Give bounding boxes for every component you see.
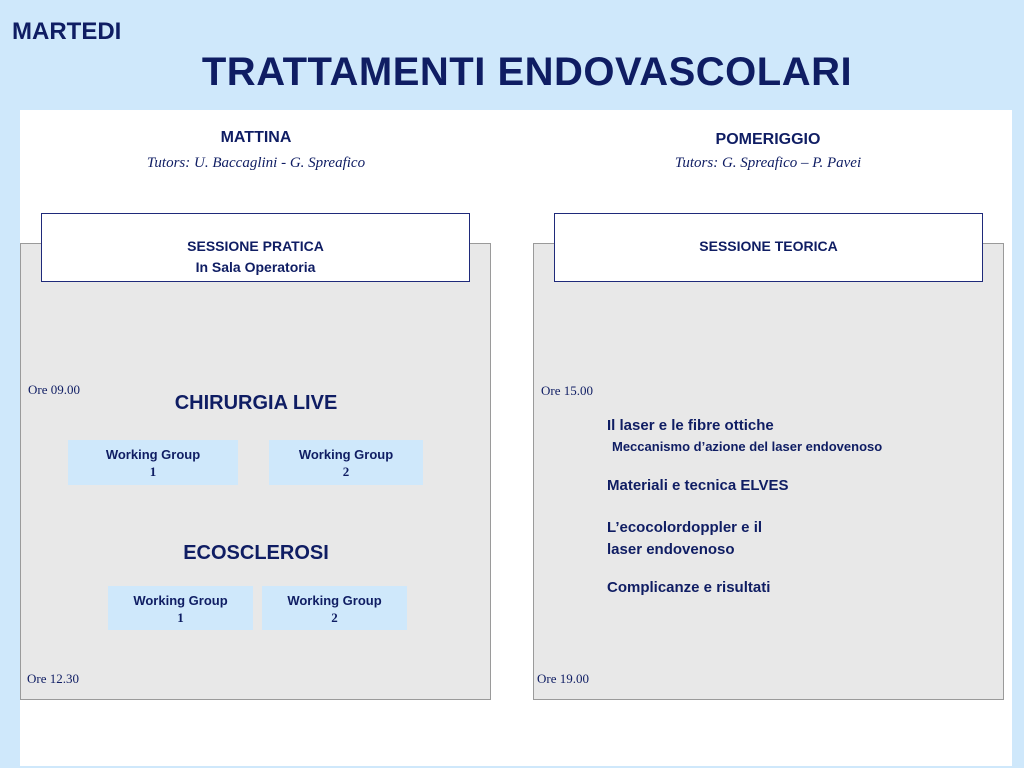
eco-working-group-2[interactable] bbox=[262, 586, 407, 630]
working-group-label: Working Group bbox=[105, 447, 201, 462]
working-group-label: Working Group bbox=[287, 593, 382, 608]
working-group-number: 1 bbox=[177, 610, 184, 625]
afternoon-panel bbox=[533, 243, 1004, 700]
live-working-group-2[interactable] bbox=[269, 440, 423, 485]
afternoon-start-time: Ore 15.00 bbox=[541, 383, 593, 398]
morning-start-time: Ore 09.00 bbox=[28, 382, 80, 397]
working-group-number: 2 bbox=[342, 464, 350, 479]
working-group-number: 1 bbox=[149, 464, 157, 479]
ecosclerosis-title: ECOSCLEROSI bbox=[183, 542, 329, 564]
topic-echocolordoppler-2: laser endovenoso bbox=[607, 541, 735, 558]
working-group-label: Working Group bbox=[133, 593, 228, 608]
afternoon-heading: POMERIGGIO bbox=[715, 131, 821, 148]
topic-laser-mechanism: Meccanismo d’azione del laser endovenoso bbox=[612, 439, 883, 454]
working-group-number: 2 bbox=[331, 610, 338, 625]
morning-tutors: Tutors: U. Baccaglini - G. Spreafico bbox=[146, 155, 366, 171]
topic-materials-elves: Materiali e tecnica ELVES bbox=[607, 477, 789, 494]
morning-session-box bbox=[41, 213, 470, 282]
working-group-label: Working Group bbox=[298, 447, 394, 462]
afternoon-session-box bbox=[554, 213, 983, 282]
live-working-group-1[interactable] bbox=[68, 440, 238, 485]
topic-complications-results: Complicanze e risultati bbox=[607, 579, 771, 596]
afternoon-end-time: Ore 19.00 bbox=[537, 671, 589, 686]
afternoon-session-title: SESSIONE TEORICA bbox=[699, 238, 838, 254]
morning-session-subtitle: In Sala Operatoria bbox=[195, 259, 316, 275]
live-surgery-title: CHIRURGIA LIVE bbox=[174, 392, 338, 414]
morning-end-time: Ore 12.30 bbox=[27, 671, 79, 686]
morning-heading: MATTINA bbox=[220, 129, 292, 146]
topic-echocolordoppler-1: L’ecocolordoppler e il bbox=[607, 519, 763, 536]
topic-laser-fibers: Il laser e le fibre ottiche bbox=[607, 417, 774, 434]
day-label: MARTEDI bbox=[12, 18, 122, 45]
morning-session-title: SESSIONE PRATICA bbox=[187, 238, 324, 254]
eco-working-group-1[interactable] bbox=[108, 586, 253, 630]
afternoon-tutors: Tutors: G. Spreafico – P. Pavei bbox=[674, 155, 862, 171]
page-title: TRATTAMENTI ENDOVASCOLARI bbox=[201, 50, 853, 94]
